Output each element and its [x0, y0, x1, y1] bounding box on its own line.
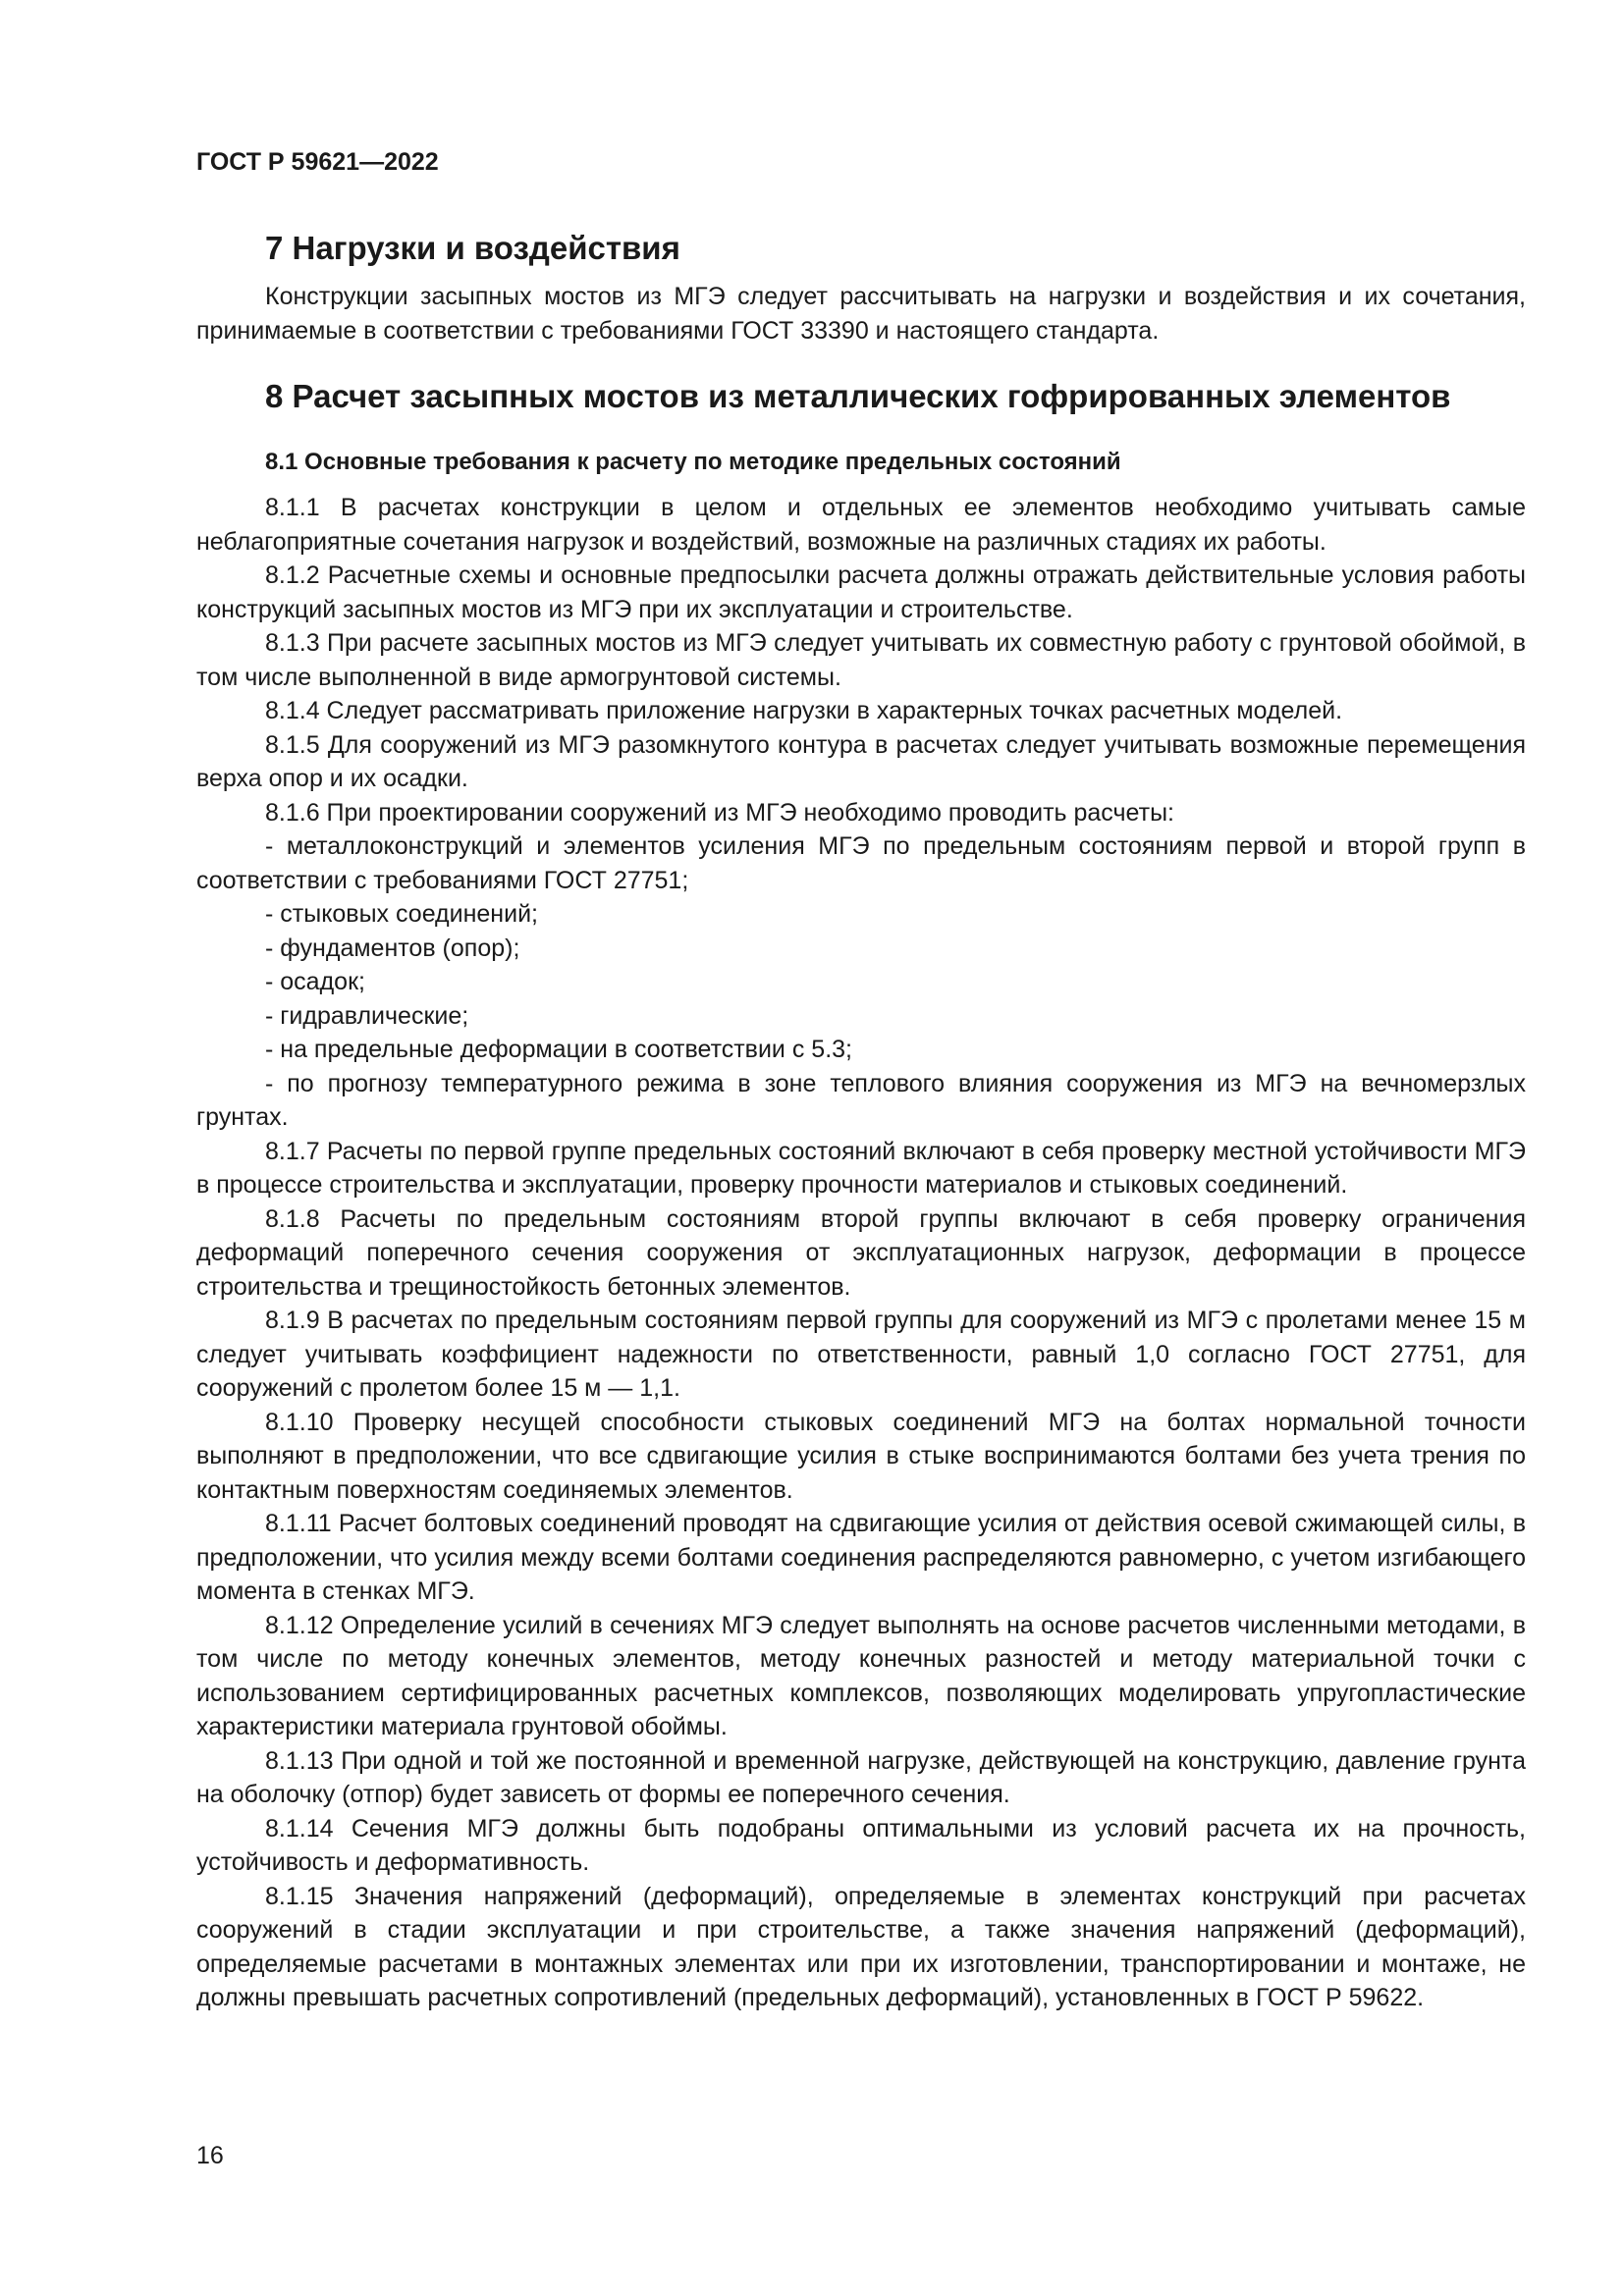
paragraph-8-1-9: 8.1.9 В расчетах по предельным состояниям первой группы для сооружений из МГЭ с пролетами менее 15 м следует учитывать коэффициент надежности по ответственности, равный 1,0 согласно ГОСТ 27751, для сооружений с пролетом более 15 м — 1,1. [196, 1307, 1526, 1402]
paragraph-8-1-14: 8.1.14 Сечения МГЭ должны быть подобраны оптимальными из условий расчета их на прочность, устойчивость и деформативность. [196, 1814, 1526, 1876]
list-item: - на предельные деформации в соответствии с 5.3; [265, 1036, 852, 1063]
document-code: ГОСТ Р 59621—2022 [196, 148, 439, 176]
paragraph-8-1-8: 8.1.8 Расчеты по предельным состояниям второй группы включают в себя проверку ограничения деформаций поперечного сечения сооружения от эксплуатационных нагрузок, деформации в процессе строительства и трещиностойкость бетонных элементов. [196, 1204, 1526, 1301]
paragraph-8-1-2: 8.1.2 Расчетные схемы и основные предпосылки расчета должны отражать действительные условия работы конструкций засыпных мостов из МГЭ при их эксплуатации и строительстве. [196, 561, 1526, 623]
paragraph-8-1-3: 8.1.3 При расчете засыпных мостов из МГЭ следует учитывать их совместную работу с грунтовой обоймой, в том числе выполненной в виде армогрунтовой системы. [196, 629, 1526, 691]
paragraph-8-1-10: 8.1.10 Проверку несущей способности стыковых соединений МГЭ на болтах нормальной точности выполняют в предположении, что все сдвигающие усилия в стыке воспринимаются болтами без учета трения по контактным поверхностям соединяемых элементов. [196, 1408, 1526, 1504]
list-item: - металлоконструкций и элементов усиления МГЭ по предельным состояниям первой и второй групп в соответствии с требованиями ГОСТ 27751; [196, 832, 1526, 894]
list-item: - по прогнозу температурного режима в зоне теплового влияния сооружения из МГЭ на вечномерзлых грунтах. [196, 1069, 1526, 1131]
paragraph-8-1-15: 8.1.15 Значения напряжений (деформаций), определяемые в элементах конструкций при расчетах сооружений в стадии эксплуатации и при строительстве, а также значения напряжений (деформаций), определяемые расчетами в монтажных элементах или при их изготовлении, транспортировании и монтаже, не должны превышать расчетных сопротивлений (предельных деформаций), установленных в ГОСТ Р 59622. [196, 1882, 1526, 2011]
paragraph-8-1-1: 8.1.1 В расчетах конструкции в целом и отдельных ее элементов необходимо учитывать самые неблагоприятные сочетания нагрузок и воздействий, возможные на различных стадиях их работы. [196, 494, 1526, 556]
list-item: - гидравлические; [265, 1001, 469, 1030]
section-8-title: 8 Расчет засыпных мостов из металлических гофрированных элементов [265, 378, 1451, 414]
paragraph-8-1-7: 8.1.7 Расчеты по первой группе предельных состояний включают в себя проверку местной устойчивости МГЭ в процессе строительства и эксплуатации, проверку прочности материалов и стыковых соединений. [196, 1137, 1526, 1199]
list-item: - осадок; [265, 968, 365, 995]
list-item: - фундаментов (опор); [265, 934, 520, 962]
calculation-list [196, 829, 1526, 1135]
paragraph-8-1-4: 8.1.4 Следует рассматривать приложение нагрузки в характерных точках расчетных моделей. [265, 697, 1343, 724]
paragraph-8-1-6: 8.1.6 При проектировании сооружений из МГЭ необходимо проводить расчеты: [265, 798, 1174, 827]
subsection-8-1-title: 8.1 Основные требования к расчету по методике предельных состояний [265, 449, 1121, 475]
page-body [196, 147, 1526, 2015]
list-item: - стыковых соединений; [265, 900, 538, 928]
paragraph-8-1-11: 8.1.11 Расчет болтовых соединений проводят на сдвигающие усилия от действия осевой сжимающей силы, в предположении, что усилия между всеми болтами соединения распределяются равномерно, с учетом изгибающего момента в стенках МГЭ. [196, 1510, 1526, 1605]
section-7-paragraph: Конструкции засыпных мостов из МГЭ следует рассчитывать на нагрузки и воздействия и их сочетания, принимаемые в соответствии с требованиями ГОСТ 33390 и настоящего стандарта. [196, 283, 1526, 345]
section-7-title: 7 Нагрузки и воздействия [265, 230, 680, 266]
paragraph-8-1-12: 8.1.12 Определение усилий в сечениях МГЭ следует выполнять на основе расчетов численными методами, в том числе по методу конечных элементов, методу конечных разностей и методу материальной точки с использованием сертифицированных расчетных комплексов, позволяющих моделировать упругопластические характеристики материала грунтовой обоймы. [196, 1611, 1526, 1740]
paragraph-8-1-5: 8.1.5 Для сооружений из МГЭ разомкнутого контура в расчетах следует учитывать возможные перемещения верха опор и их осадки. [196, 730, 1526, 792]
page-number: 16 [196, 2142, 224, 2169]
paragraph-8-1-13: 8.1.13 При одной и той же постоянной и временной нагрузке, действующей на конструкцию, давление грунта на оболочку (отпор) будет зависеть от формы ее поперечного сечения. [196, 1746, 1526, 1808]
